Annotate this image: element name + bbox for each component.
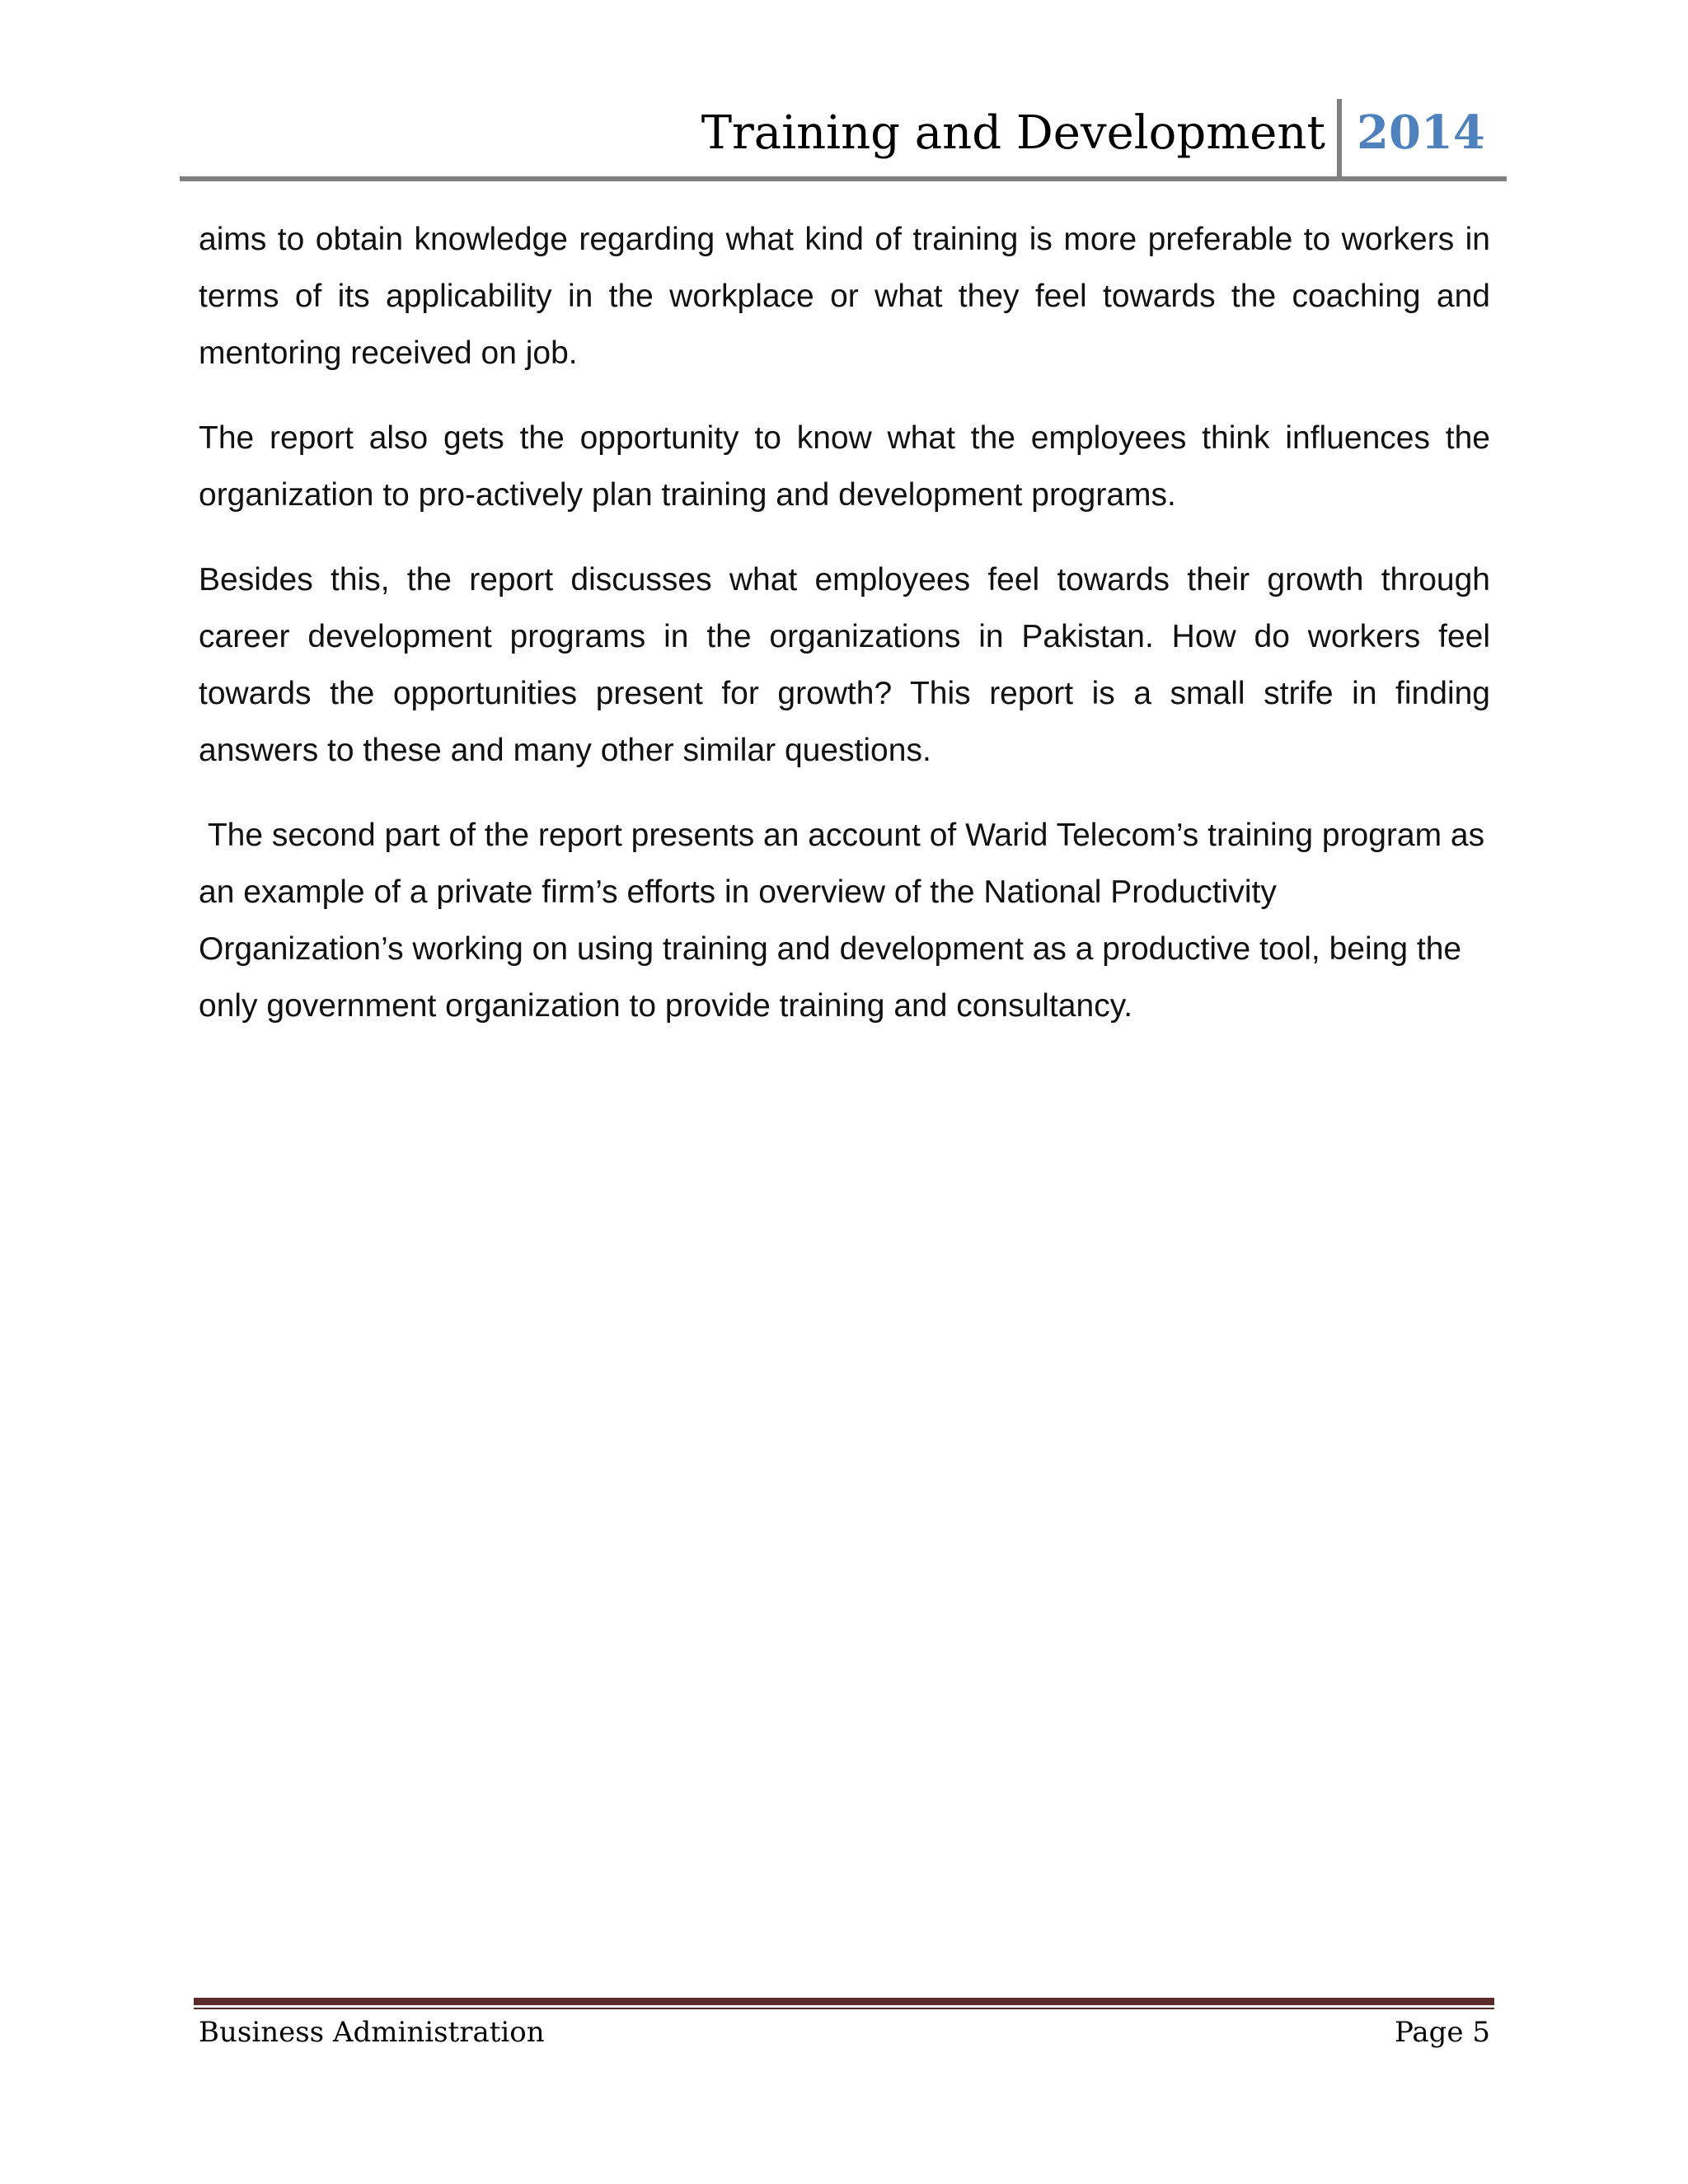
footer-department: Business Administration: [199, 2016, 545, 2049]
footer-rule: [194, 1998, 1494, 2005]
page-header: [180, 99, 1507, 181]
body-paragraph: aims to obtain knowledge regarding what kind of training is more preferable to workers in terms of its applicability in the workplace or what they feel towards the coaching and mentoring received on job.: [199, 222, 1490, 371]
header-rule: [180, 176, 1507, 181]
page-number: Page 5: [1395, 2016, 1490, 2049]
header-title: Training and Development: [701, 106, 1325, 160]
header-year: 2014: [1357, 105, 1485, 160]
body-content: [199, 211, 1493, 1062]
body-paragraph: The report also gets the opportunity to know what the employees think influences the organization to pro-actively plan training and development programs.: [199, 420, 1490, 513]
body-paragraph: The second part of the report presents an account of Warid Telecom’s training program as an example of a private firm’s efforts in overview of the National Productivity Organization’s working on using training and development as a productive tool, being the only government organization to provide training and consultancy.: [199, 818, 1493, 1024]
header-divider: [1337, 99, 1342, 178]
footer-rule-thin: [194, 2008, 1494, 2009]
body-paragraph: Besides this, the report discusses what employees feel towards their growth through career development programs in the organizations in Pakistan. How do workers feel towards the opportunities present for growth? This report is a small strife in finding answers to these and many other similar questions.: [199, 562, 1490, 768]
